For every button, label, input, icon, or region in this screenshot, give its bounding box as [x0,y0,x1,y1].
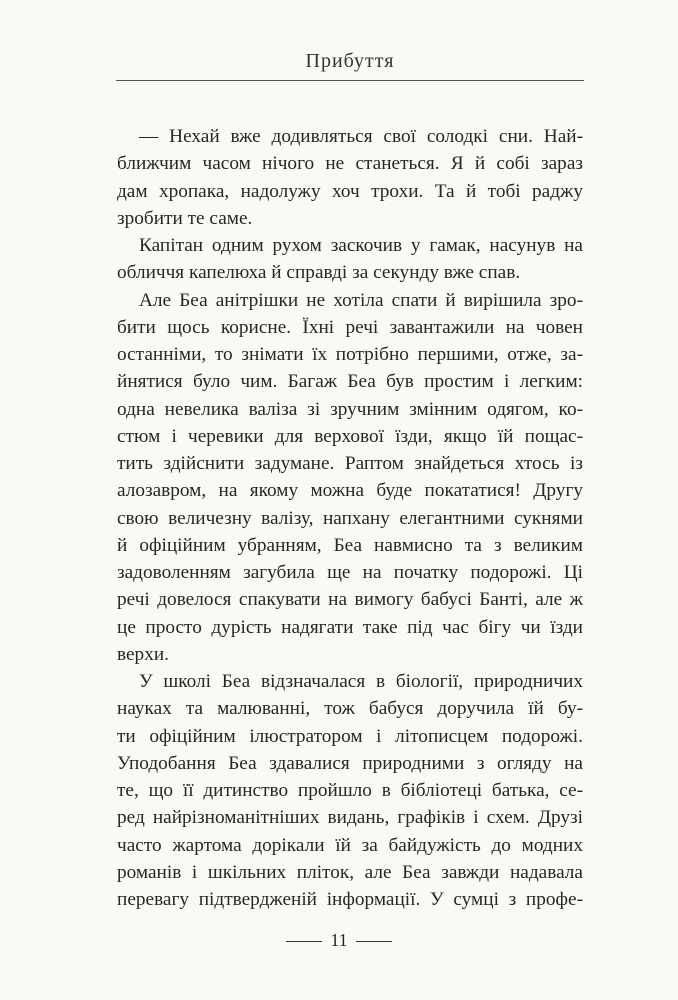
text-line: те, що її дитинство пройшло в бібліотеці батька, се- [117,780,583,801]
text-line: науках та малюванні, тож бабуся доручила їй бу- [117,698,583,720]
text-line: задоволенням загубила ще на початку подорожі. Ці [117,562,583,583]
body-text [117,123,583,913]
text-line: речі довелося спакувати на вимогу бабусі Банті, але ж [117,589,583,611]
paragraph [117,287,583,669]
text-line: Уподобання Беа здавалися природними з огляду на [117,752,583,774]
footer-dash-left [286,941,322,942]
text-line: ред найрізноманітніших видань, графіків і схем. Друзі [117,807,583,829]
text-line: зробити те саме. [117,207,253,229]
text-line: У школі Беа відзначалася в біології, природничих [139,671,583,692]
text-line: алозавром, на якому можна буде покататися! Другу [117,480,583,502]
text-line: ти офіційним ілюстратором і літописцем подорожі. [117,725,583,747]
text-line: Капітан одним рухом заскочив у гамак, насунув на [139,235,583,256]
text-line: тить здійснити задумане. Раптом знайдеться хтось із [117,453,583,474]
page-number: 11 [330,930,348,950]
text-line: бити щось корисне. Їхні речі завантажили на човен [117,316,583,338]
text-line: верхи. [117,643,169,665]
text-line: романів і шкільних пліток, але Беа завжди надавала [117,861,583,883]
header-rule [116,80,584,81]
paragraph [117,232,583,287]
text-line: одна невелика валіза зі зручним змінним одягом, ко- [117,398,583,420]
text-line: ближчим часом нічого не станеться. Я й собі зараз [117,153,583,175]
text-line: це просто дурість надягати таке під час бігу чи їзди [117,616,583,638]
text-line: дам хропака, надолужу хоч трохи. Та й тобі раджу [117,180,583,202]
text-line: останніми, то знімати їх потрібно першими, отже, за- [117,344,583,365]
text-line: — Нехай вже додивляться свої солодкі сни. Най- [139,126,583,147]
running-header: Прибуття [305,50,395,72]
text-line: перевагу підтвердженій інформації. У сумці з профе- [117,889,583,910]
text-line: Але Беа анітрішки не хотіла спати й вирішила зро- [139,289,583,311]
paragraph [117,123,583,232]
text-line: свою величезну валізу, напхану елегантними сукнями [117,507,583,529]
footer-dash-right [356,941,392,942]
text-line: й офіційним убранням, Беа навмисно та з великим [117,534,583,556]
text-line: стюм і черевики для верхової їзди, якщо їй пощас- [117,425,583,447]
text-line: йнятися було чим. Багаж Беа був простим і легким: [117,371,583,393]
text-line: обличчя капелюха й справді за секунду вже спав. [117,262,521,284]
text-line: часто жартома дорікали їй за байдужість до модних [117,834,583,856]
page-footer [0,930,678,951]
paragraph [117,668,583,913]
